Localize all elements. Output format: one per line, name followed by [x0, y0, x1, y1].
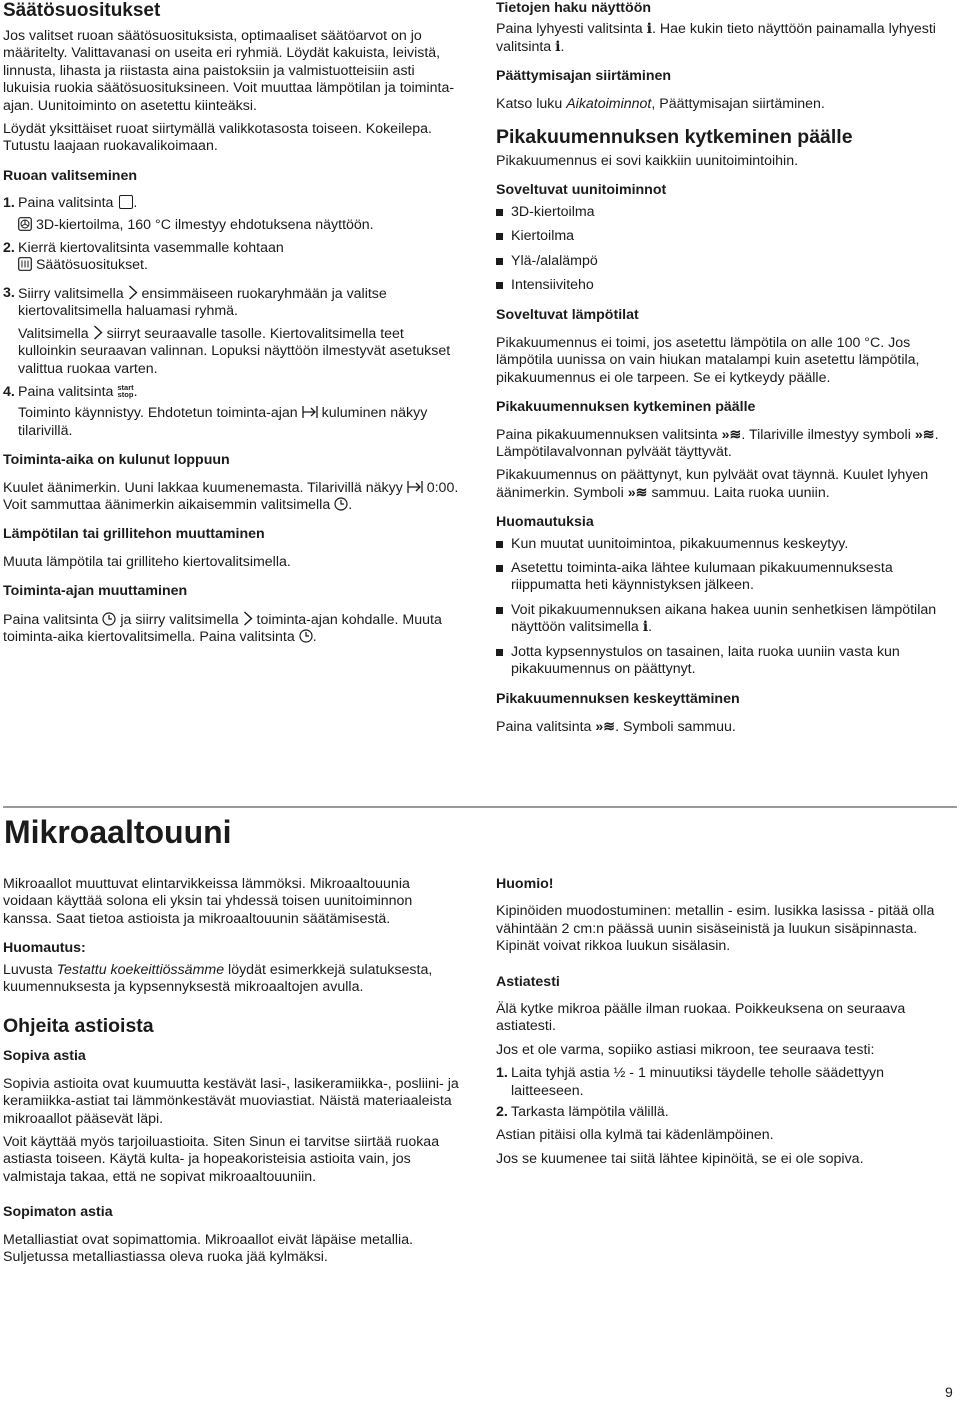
text: .: [560, 38, 565, 55]
list-item: Jotta kypsennystulos on tasainen, laita ruoka uuniin vasta kun pikakuumennus on päättynyt.: [496, 644, 956, 679]
right-top-column: [496, 0, 956, 742]
list-item: Voit pikakuumennuksen aikana hakea uunin senhetkisen lämpötilan näyttöön valitsimella i.: [496, 602, 956, 637]
info-icon: i: [555, 38, 561, 55]
paragraph: Jos valitset ruoan säätösuosituksista, optimaaliset säätöarvot on jo määritelty. Valittavanasi on useita eri ryhmiä. Löydät kakuista, leivistä, linnusta, lihasta ja riistasta aina paistoksiin ja valmistuotteisiin asti lukuisia ruokia säätösuosituksineen. Voit muuttaa lämpötilan ja toiminta-ajan. Uunitoiminto on asetettu kiinteäksi.: [3, 28, 455, 114]
subheading: Pikakuumennuksen kytkeminen päälle: [496, 399, 756, 416]
menu-grid-icon: [18, 257, 32, 271]
text: Paina lyhyesti valitsinta: [496, 21, 643, 38]
paragraph: [3, 611, 463, 647]
step-text: Laita tyhjä astia ½ - 1 minuutiksi täydelle teholle säädettyyn laitteeseen.: [511, 1065, 885, 1099]
subheading: Huomautuksia: [496, 514, 594, 531]
section-divider: [3, 806, 957, 808]
chevron-right-icon: [243, 611, 253, 626]
text: Kuulet äänimerkin. Uuni lakkaa kuumenemasta. Tilarivillä näkyy: [3, 479, 403, 496]
step-1: [3, 195, 463, 212]
text: Katso luku: [496, 95, 563, 112]
paragraph: [3, 480, 463, 515]
text: .: [348, 496, 353, 513]
paragraph: Kipinöiden muodostuminen: metallin - esim. lusikka lasissa - pitää olla vähintään 2 cm:n päässä uunin sisäseinistä ja luukun sisäpinnasta. Kipinät voivat rikkoa luukun sisälasin.: [496, 903, 935, 955]
paragraph: Jos se kuumenee tai siitä lähtee kipinöitä, se ei ole sopiva.: [496, 1150, 864, 1167]
paragraph: Muuta lämpötila tai grilliteho kiertovalitsimella.: [3, 553, 291, 570]
paragraph: [3, 962, 463, 997]
text: . Hae kukin tieto näyttöön painamalla lyhyesti valitsinta: [496, 21, 936, 55]
left-bottom-column: [3, 876, 463, 1273]
text: . Tilariville ilmestyy symboli: [741, 426, 911, 443]
section-heading: Säätösuositukset: [3, 0, 161, 21]
paragraph: Löydät yksittäiset ruoat siirtymällä valikkotasosta toiseen. Kokeilepa. Tutustu laajaan ruokavalikoimaan.: [3, 121, 432, 155]
paragraph: Voit käyttää myös tarjoiluastioita. Siten Sinun ei tarvitse siirtää ruokaa astiasta toiseen. Käytä kulta- ja hopeakoristeisia astioita vain, jos valmistaja takaa, että ne sopivat mikroaaltouuniin.: [3, 1134, 440, 1185]
detail-text: Valitsimella: [18, 325, 89, 342]
step-text: ensimmäiseen ruokaryhmään ja valitse kiertovalitsimella haluamasi ryhmä.: [18, 285, 387, 320]
paragraph: [496, 427, 956, 462]
list-item: Kun muutat uunitoimintoa, pikakuumennus keskeytyy.: [496, 536, 956, 553]
step-1: [496, 1065, 956, 1100]
info-icon: i: [646, 21, 653, 38]
subheading: Ruoan valitseminen: [3, 167, 138, 184]
clock-icon: [299, 629, 313, 643]
chevron-right-icon: [128, 285, 138, 300]
subheading: Toiminta-aika on kulunut loppuun: [3, 452, 230, 469]
step-number: 1.: [496, 1065, 508, 1082]
subheading: Huomautus:: [3, 940, 86, 957]
detail-text: Toiminto käynnistyy. Ehdotetun toiminta-ajan: [18, 405, 298, 422]
section-heading: Pikakuumennuksen kytkeminen päälle: [496, 126, 853, 149]
fast-heat-icon: »≋: [627, 484, 648, 501]
step-3-detail: [18, 325, 463, 378]
info-icon: i: [642, 619, 649, 636]
page-number: 9: [945, 1384, 953, 1400]
detail-text: siirryt seuraavalle tasolle. Kiertovalitsimella teet kulloinkin seuraavan valinnan. Lopuksi näyttöön ilmestyvät asetukset valittua ruokaa varten.: [18, 325, 451, 377]
square-button-icon: [119, 195, 133, 209]
step-number: 2.: [496, 1104, 508, 1121]
step-1-result: [18, 217, 463, 234]
text: , Päättymisajan siirtäminen.: [651, 95, 825, 112]
subheading: Astiatesti: [496, 973, 560, 990]
start-stop-icon: start stop: [117, 382, 134, 399]
section-heading: Ohjeita astioista: [3, 1015, 154, 1038]
subheading: Soveltuvat uunitoiminnot: [496, 182, 667, 199]
warning-heading: Huomio!: [496, 876, 554, 892]
list-item: Ylä-/alalämpö: [496, 253, 956, 270]
chapter-reference: Testattu koekeittiössämme: [56, 961, 225, 978]
clock-icon: [102, 612, 116, 626]
paragraph: [496, 96, 956, 113]
step-text: Kierrä kiertovalitsinta vasemmalle kohtaan: [18, 240, 284, 257]
text: ja siirry valitsimella: [120, 611, 239, 628]
paragraph: [496, 21, 956, 56]
subheading: Pikakuumennuksen keskeyttäminen: [496, 691, 740, 708]
step-number: 3.: [3, 284, 15, 301]
step-number: 2.: [3, 240, 15, 257]
step-number: 1.: [3, 195, 15, 212]
list-item: Asetettu toiminta-aika lähtee kulumaan pikakuumennuksesta riippumatta heti käynnistyksen jälkeen.: [496, 560, 956, 595]
subheading: Toiminta-ajan muuttaminen: [3, 583, 188, 600]
step-4-detail: [18, 405, 463, 440]
step-2: [3, 240, 463, 275]
paragraph: Jos et ole varma, sopiiko astiasi mikroon, tee seuraava testi:: [496, 1041, 875, 1058]
list-item: Kiertoilma: [496, 228, 956, 245]
fast-heat-icon: »≋: [595, 718, 616, 735]
paragraph: [496, 719, 956, 736]
punct: .: [133, 383, 138, 400]
punct: .: [133, 195, 138, 212]
paragraph: Astian pitäisi olla kylmä tai kädenlämpöinen.: [496, 1127, 774, 1144]
result-text: 3D-kiertoilma, 160 °C ilmestyy ehdotuksena näyttöön.: [35, 216, 374, 233]
step-4: [3, 384, 463, 401]
text: . Lämpötilavalvonnan pylväät täyttyvät.: [496, 426, 939, 460]
duration-arrow-icon: [302, 405, 318, 419]
subheading: Sopimaton astia: [3, 1204, 113, 1221]
text: Paina valitsinta: [496, 718, 592, 735]
subheading: Soveltuvat lämpötilat: [496, 307, 639, 324]
detail-text: kuluminen näkyy tilarivillä.: [18, 405, 428, 439]
text: toiminta-ajan kohdalle. Muuta toiminta-aika kiertovalitsimella. Paina valitsinta: [3, 611, 442, 645]
paragraph: Pikakuumennus ei toimi, jos asetettu lämpötila on alle 100 °C. Jos lämpötila uunissa on vain hiukan matalampi kuin asetettu lämpötila, pikakuumennus ei ole tarpeen. Se ei kytkeydy päälle.: [496, 334, 920, 386]
fast-heat-icon: »≋: [721, 426, 742, 443]
step-text: Paina valitsinta: [18, 383, 114, 400]
subheading: Tietojen haku näyttöön: [496, 0, 652, 16]
step-3: [3, 285, 463, 321]
text: . Voit sammuttaa äänimerkin aikaisemmin valitsimella: [3, 479, 459, 513]
subheading: Sopiva astia: [3, 1048, 86, 1065]
paragraph: Pikakuumennus ei sovi kaikkiin uunitoimintoihin.: [496, 153, 799, 170]
subheading: Päättymisajan siirtäminen: [496, 68, 672, 85]
step-text: Siirry valitsimella: [18, 285, 124, 302]
step-text: Paina valitsinta: [18, 195, 114, 212]
list-item: Intensiiviteho: [496, 277, 956, 294]
right-bottom-column: [496, 876, 956, 1174]
step-2: [496, 1104, 956, 1121]
paragraph: [496, 467, 956, 502]
paragraph: Sopivia astioita ovat kuumuutta kestävät lasi-, lasikeramiikka-, posliini- ja keramiikka-astiat tai lämmönkestävät muoviastiat. Näistä materiaaleista mikroaallot pääsevät läpi.: [3, 1075, 459, 1127]
display-time: 0:00: [426, 479, 455, 496]
text: Paina valitsinta: [3, 611, 99, 628]
fan-icon: [18, 217, 32, 231]
left-top-column: [3, 0, 463, 652]
text: sammuu. Laita ruoka uuniin.: [651, 484, 830, 501]
paragraph: Metalliastiat ovat sopimattomia. Mikroaallot eivät läpäise metallia. Suljetussa metalliastiassa oleva ruoka jää kylmäksi.: [3, 1231, 414, 1266]
text: Pikakuumennus on päättynyt, kun pylväät ovat täynnä. Kuulet lyhyen äänimerkin. Symboli: [496, 467, 929, 501]
text: löydät esimerkkejä sulatuksesta, kuumennuksesta ja kypsennyksestä mikroaaltojen avulla.: [3, 961, 433, 996]
chapter-title: Mikroaaltouuni: [4, 814, 232, 850]
clock-icon: [334, 497, 348, 511]
text: Luvusta: [3, 961, 53, 978]
text: . Symboli sammuu.: [615, 718, 736, 735]
oven-modes-list: [496, 204, 956, 295]
notes-list: [496, 536, 956, 679]
paragraph: Mikroaallot muuttuvat elintarvikkeissa lämmöksi. Mikroaaltouunia voidaan käyttää solona eli yksin tai yhdessä toisen uunitoiminnon kanssa. Saat tietoa astioista ja mikroaaltouunin säätämisestä.: [3, 876, 413, 927]
chapter-reference: Aikatoiminnot: [566, 95, 652, 112]
paragraph: Älä kytke mikroa päälle ilman ruokaa. Poikkeuksena on seuraava astiatesti.: [496, 1001, 906, 1035]
fast-heat-icon: »≋: [914, 426, 935, 443]
subheading: Lämpötilan tai grillitehon muuttaminen: [3, 526, 265, 543]
text: Paina pikakuumennuksen valitsinta: [496, 426, 718, 443]
text: .: [312, 628, 317, 645]
step-text: Tarkasta lämpötila välillä.: [511, 1104, 669, 1121]
duration-arrow-icon: [407, 480, 423, 494]
step-text: Säätösuositukset.: [35, 257, 148, 274]
step-number: 4.: [3, 383, 15, 400]
list-item: 3D-kiertoilma: [496, 204, 956, 221]
chevron-right-icon: [93, 325, 103, 340]
